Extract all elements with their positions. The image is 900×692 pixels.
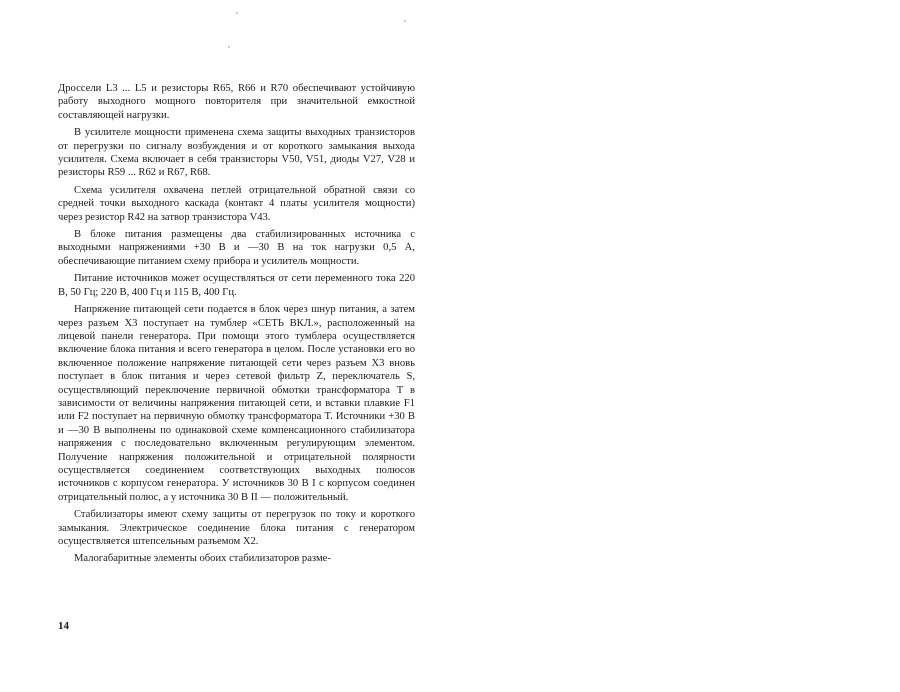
paragraph: Стабилизаторы имеют схему защиты от перегрузок по току и короткого замыкания. Электрическое соединение блока питания с генератором осуществляется штепсельным разъемом X2. bbox=[58, 509, 415, 547]
paragraph: Схема усилителя охвачена петлей отрицательной обратной связи со средней точки выходного каскада (контакт 4 платы усилителя мощности) через резистор R42 на затвор транзистора V43. bbox=[58, 184, 415, 223]
text-column bbox=[58, 82, 415, 570]
paragraph: В усилителе мощности применена схема защиты выходных транзисторов от перегрузки по сигналу возбуждения и от короткого замыкания выхода усилителя. Схема включает в себя транзисторы V50, V51, диоды V27, V28 и резисторы R59 ... R62 и R67, R68. bbox=[58, 127, 415, 179]
scan-speck bbox=[236, 12, 238, 14]
paragraph: В блоке питания размещены два стабилизированных источника с выходными напряжениями +30 В и —30 В на ток нагрузки 0,5 А, обеспечивающие питанием схему прибора и усилитель мощности. bbox=[58, 229, 415, 267]
paragraph: Питание источников может осуществляться от сети переменного тока 220 В, 50 Гц; 220 В, 400 Гц и 115 В, 400 Гц. bbox=[58, 273, 415, 298]
paragraph: Дроссели L3 ... L5 и резисторы R65, R66 и R70 обеспечивают устойчивую работу выходного мощного повторителя при значительной емкостной составляющей нагрузки. bbox=[58, 83, 415, 121]
paragraph: Напряжение питающей сети подается в блок через шнур питания, а затем через разъем X3 поступает на тумблер «СЕТЬ ВКЛ.», расположенный на лицевой панели генератора. При помощи этого тумблера осуществляется включение блока питания и всего генератора в целом. После установки его во включенное положение напряжение питающей сети через разъем X3 вновь поступает в блок питания и через сетевой фильтр Z, переключатель S, осуществляющий переключение первичной обмотки трансформатора T в зависимости от величины напряжения питающей сети, и вставки плавкие F1 или F2 поступает на первичную обмотку трансформатора T. Источники +30 В и —30 В выполнены по одинаковой схеме компенсационного стабилизатора напряжения с последовательно включенным регулирующим элементом. Получение напряжения положительной и отрицательной полярности осуществляется соединением соответствующих выходных полюсов источников с корпусом генератора. У источников 30 В I с корпусом соединен отрицательный полюс, а у источника 30 В II — положительный. bbox=[58, 304, 415, 503]
paragraph: Малогабаритные элементы обоих стабилизаторов разме- bbox=[74, 553, 331, 565]
scan-speck bbox=[404, 20, 406, 22]
page-number: 14 bbox=[58, 620, 69, 632]
scan-speck bbox=[228, 46, 230, 48]
